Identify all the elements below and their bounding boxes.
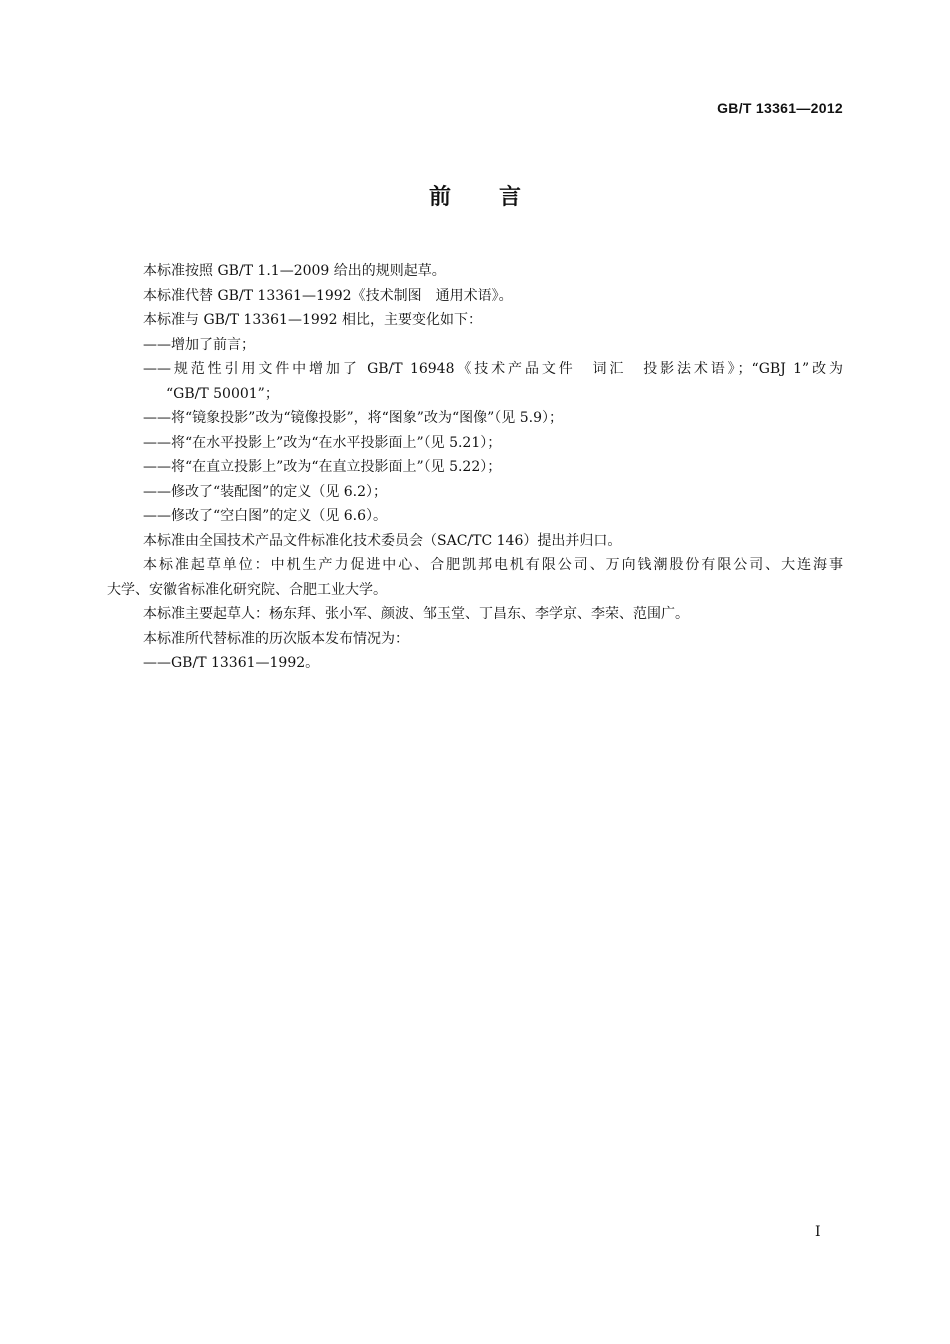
page-number: I [815,1224,821,1240]
paragraph-drafting-rules: 本标准按照 GB/T 1.1—2009 给出的规则起草。 [143,263,446,279]
standard-code: GB/T 13361—2012 [717,100,843,116]
list-item: ——将“镜象投影”改为“镜像投影”，将“图象”改为“图像”（见 5.9）； [143,410,563,426]
list-item: ——GB/T 13361—1992。 [143,655,320,671]
list-item: ——将“在直立投影上”改为“在直立投影面上”（见 5.22）； [143,459,502,475]
paragraph-replaces: 本标准代替 GB/T 13361—1992《技术制图 通用术语》。 [143,287,513,304]
page-title: 前言 [428,185,569,210]
list-item: ——增加了前言； [143,336,255,353]
paragraph-drafting-units-continuation: 大学、安徽省标准化研究院、合肥工业大学。 [107,581,387,598]
list-item-continuation: “GB/T 50001”； [166,385,279,402]
paragraph-changes-intro: 本标准与 GB/T 13361—1992 相比，主要变化如下： [143,312,483,328]
list-item: ——规范性引用文件中增加了 GB/T 16948《技术产品文件 词汇 投影法术语》；“GBJ 1”改为 [143,361,843,377]
list-item: ——修改了“装配图”的定义（见 6.2）； [143,483,388,500]
list-item: ——将“在水平投影上”改为“在水平投影面上”（见 5.21）； [143,434,502,451]
paragraph-drafting-units: 本标准起草单位：中机生产力促进中心、合肥凯邦电机有限公司、万向钱潮股份有限公司、大连海事 [143,557,843,573]
list-item: ——修改了“空白图”的定义（见 6.6）。 [143,508,388,524]
paragraph-history-intro: 本标准所代替标准的历次版本发布情况为： [143,630,409,647]
paragraph-drafters: 本标准主要起草人：杨东拜、张小军、颜波、邹玉堂、丁昌东、李学京、李荣、范围广。 [143,606,689,622]
foreword-body [107,259,843,676]
paragraph-proposer: 本标准由全国技术产品文件标准化技术委员会（SAC/TC 146）提出并归口。 [143,532,622,549]
